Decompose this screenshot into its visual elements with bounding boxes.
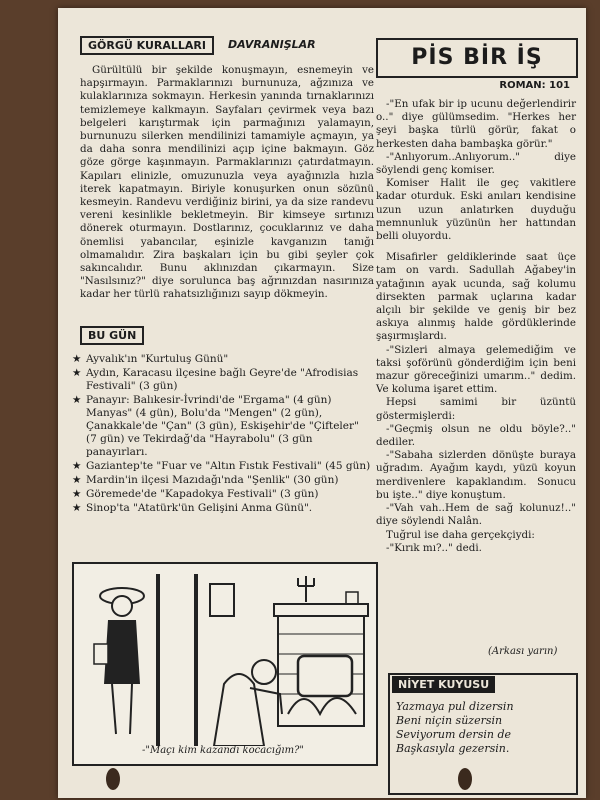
serial-story <box>376 98 576 555</box>
star-icon: ★ <box>72 474 82 486</box>
story-paragraph: -"Geçmiş olsun ne oldu böyle?.." dediler. <box>376 422 576 449</box>
story-paragraph: -"Sabaha sizlerden dönüşte buraya uğradım. Ayağım kaydı, yüzü koyun merdivenlere kapaklandım. Sonucu bu işte.." diye konuştum. <box>376 449 576 501</box>
star-icon: ★ <box>72 488 82 500</box>
list-item: ★ Göremede'de "Kapadokya Festivali" (3 gün) <box>72 488 319 500</box>
events-list <box>72 353 372 516</box>
story-paragraph: -"Sizleri almaya gelemediğim ve taksi şoförünü gönderdiğim için beni mazur göreceğinizi umarım.." dedim. Ve koluma işaret ettim. <box>376 343 576 396</box>
list-item: ★ Mardin'in ilçesi Mazıdağı'nda "Şenlik" (30 gün) <box>72 474 339 486</box>
cartoon-illustration <box>72 562 378 766</box>
star-icon: ★ <box>72 394 82 406</box>
cartoon-caption: -"Maçı kim kazandı kocacığım?" <box>141 745 305 756</box>
poem-line: Yazmaya pul dizersin <box>396 700 514 713</box>
story-paragraph: -"En ufak bir ip ucunu değerlendirir o.." diye gülümsedim. "Herkes her şeyi başka türlü görür, fakat o herkesten daha bambaşka görür." <box>376 98 576 150</box>
poem-line: Başkasıyla gezersin. <box>396 742 510 755</box>
list-item: ★ Aydın, Karacasu ilçesine bağlı Geyre'de "Afrodisias Festivali" (3 gün) <box>72 367 359 392</box>
newspaper-page <box>58 8 586 798</box>
serial-title: PİS BİR İŞ <box>376 38 578 78</box>
story-paragraph: -"Vah vah..Hem de sağ kolunuz!.." diye söylendi Nalân. <box>376 502 576 528</box>
star-icon: ★ <box>72 460 82 472</box>
list-item: ★ Gaziantep'te "Fuar ve "Altın Fıstık Festivali" (45 gün) <box>72 460 371 472</box>
section-label-bugun: BU GÜN <box>80 326 144 345</box>
story-paragraph: Tuğrul ise daha gerçekçiydi: <box>386 528 535 541</box>
section-title-davranislar: DAVRANIŞLAR <box>228 38 316 51</box>
serial-number: ROMAN: 101 <box>499 80 570 91</box>
binder-hole <box>458 768 472 790</box>
story-paragraph: -"Kırık mı?.." dedi. <box>386 541 482 554</box>
niyet-kuyusu-label: NİYET KUYUSU <box>392 676 495 693</box>
binder-hole <box>106 768 120 790</box>
poem-line: Beni niçin süzersin <box>396 714 503 727</box>
cartoon-drawing <box>74 564 376 746</box>
story-paragraph: -"Anlıyorum..Anlıyorum.." diye söylendi genç komiser. <box>376 150 576 177</box>
section-label-gorgu: GÖRGÜ KURALLARI <box>80 36 214 55</box>
list-item: ★ Sinop'ta "Atatürk'ün Gelişini Anma Günü". <box>72 502 313 514</box>
star-icon: ★ <box>72 502 82 514</box>
story-paragraph: Hepsi samimi bir üzüntü göstermişlerdi: <box>376 396 576 422</box>
story-paragraph: Komiser Halit ile geç vakitlere kadar oturduk. Eski anıları kendisine uzun uzun anlatırken duyduğu memnunluk yüzünün her hattından belli oluyordu. <box>376 177 576 243</box>
star-icon: ★ <box>72 367 82 379</box>
poem-line: Seviyorum dersin de <box>396 728 511 741</box>
niyet-poem <box>396 700 572 756</box>
continued-note: (Arkası yarın) <box>488 646 558 657</box>
list-item: ★ Ayvalık'ın "Kurtuluş Günü" <box>72 353 229 365</box>
story-paragraph: Misafirler geldiklerinde saat üçe tam on vardı. Sadullah Ağabey'in yatağının ayak ucunda, sağ kolumu dirsekten parmak uçlarına kadar alçılı bir şekilde ve geniş bir bez askıya alınmış halde gördüklerinde şaşırmışlardı. <box>376 251 576 343</box>
star-icon: ★ <box>72 353 82 365</box>
list-item: ★ Panayır: Balıkesir-İvrindi'de "Ergama" (4 gün) Manyas" (4 gün), Bolu'da "Mengen" (2 gün), Çanakkale'de "Çan" (3 gün), Eskişehir'de "Çifteler" (7 gün) ve Tekirdağ'da "Hayrabolu" (3 gün panayırları. <box>72 394 359 458</box>
etiquette-article: Gürültülü bir şekilde konuşmayın, esnemeyin ve hapşırmayın. Parmaklarınızı burnunuza, ağzınıza ve kulaklarınıza sokmayın. Herkesin yanında tırnaklarınızı temizlemeye kalkmayın. Sayfaları çevirmek veya bazı belgeleri karıştırmak için parmağınızı yalamayın, burnunuzu silerken mendilinizi tamamiyle açmayın, ya da daha sonra mendilinizi açıp içine bakmayın. Göz göze görge kaşınmayın. Parmaklarınızı çatırdatmayın. Kapıları elinizle, omuzunuzla veya ayağınızla hızla iterek kapatmayın. Biriyle konuşurken onun sözünü kesmeyin. Randevu verdiğiniz birini, ya da size randevu vereni kesinlikle bekletmeyin. Bir kimseye sırtınızı dönerek oturmayın. Dostlarınız, çocuklarınız ve daha önemlisi yabancılar, eşinizle kavganızın tanığı olmamalıdır. Zira başkaları için bu gibi şeyler çok sakıncalıdır. Bunu aklınızdan çıkarmayın. Size "Nasılsınız?" diye sorulunca baş ağrınızdan nasırınıza kadar her türlü rahatsızlığınızı sayıp dökmeyin. <box>80 64 374 301</box>
